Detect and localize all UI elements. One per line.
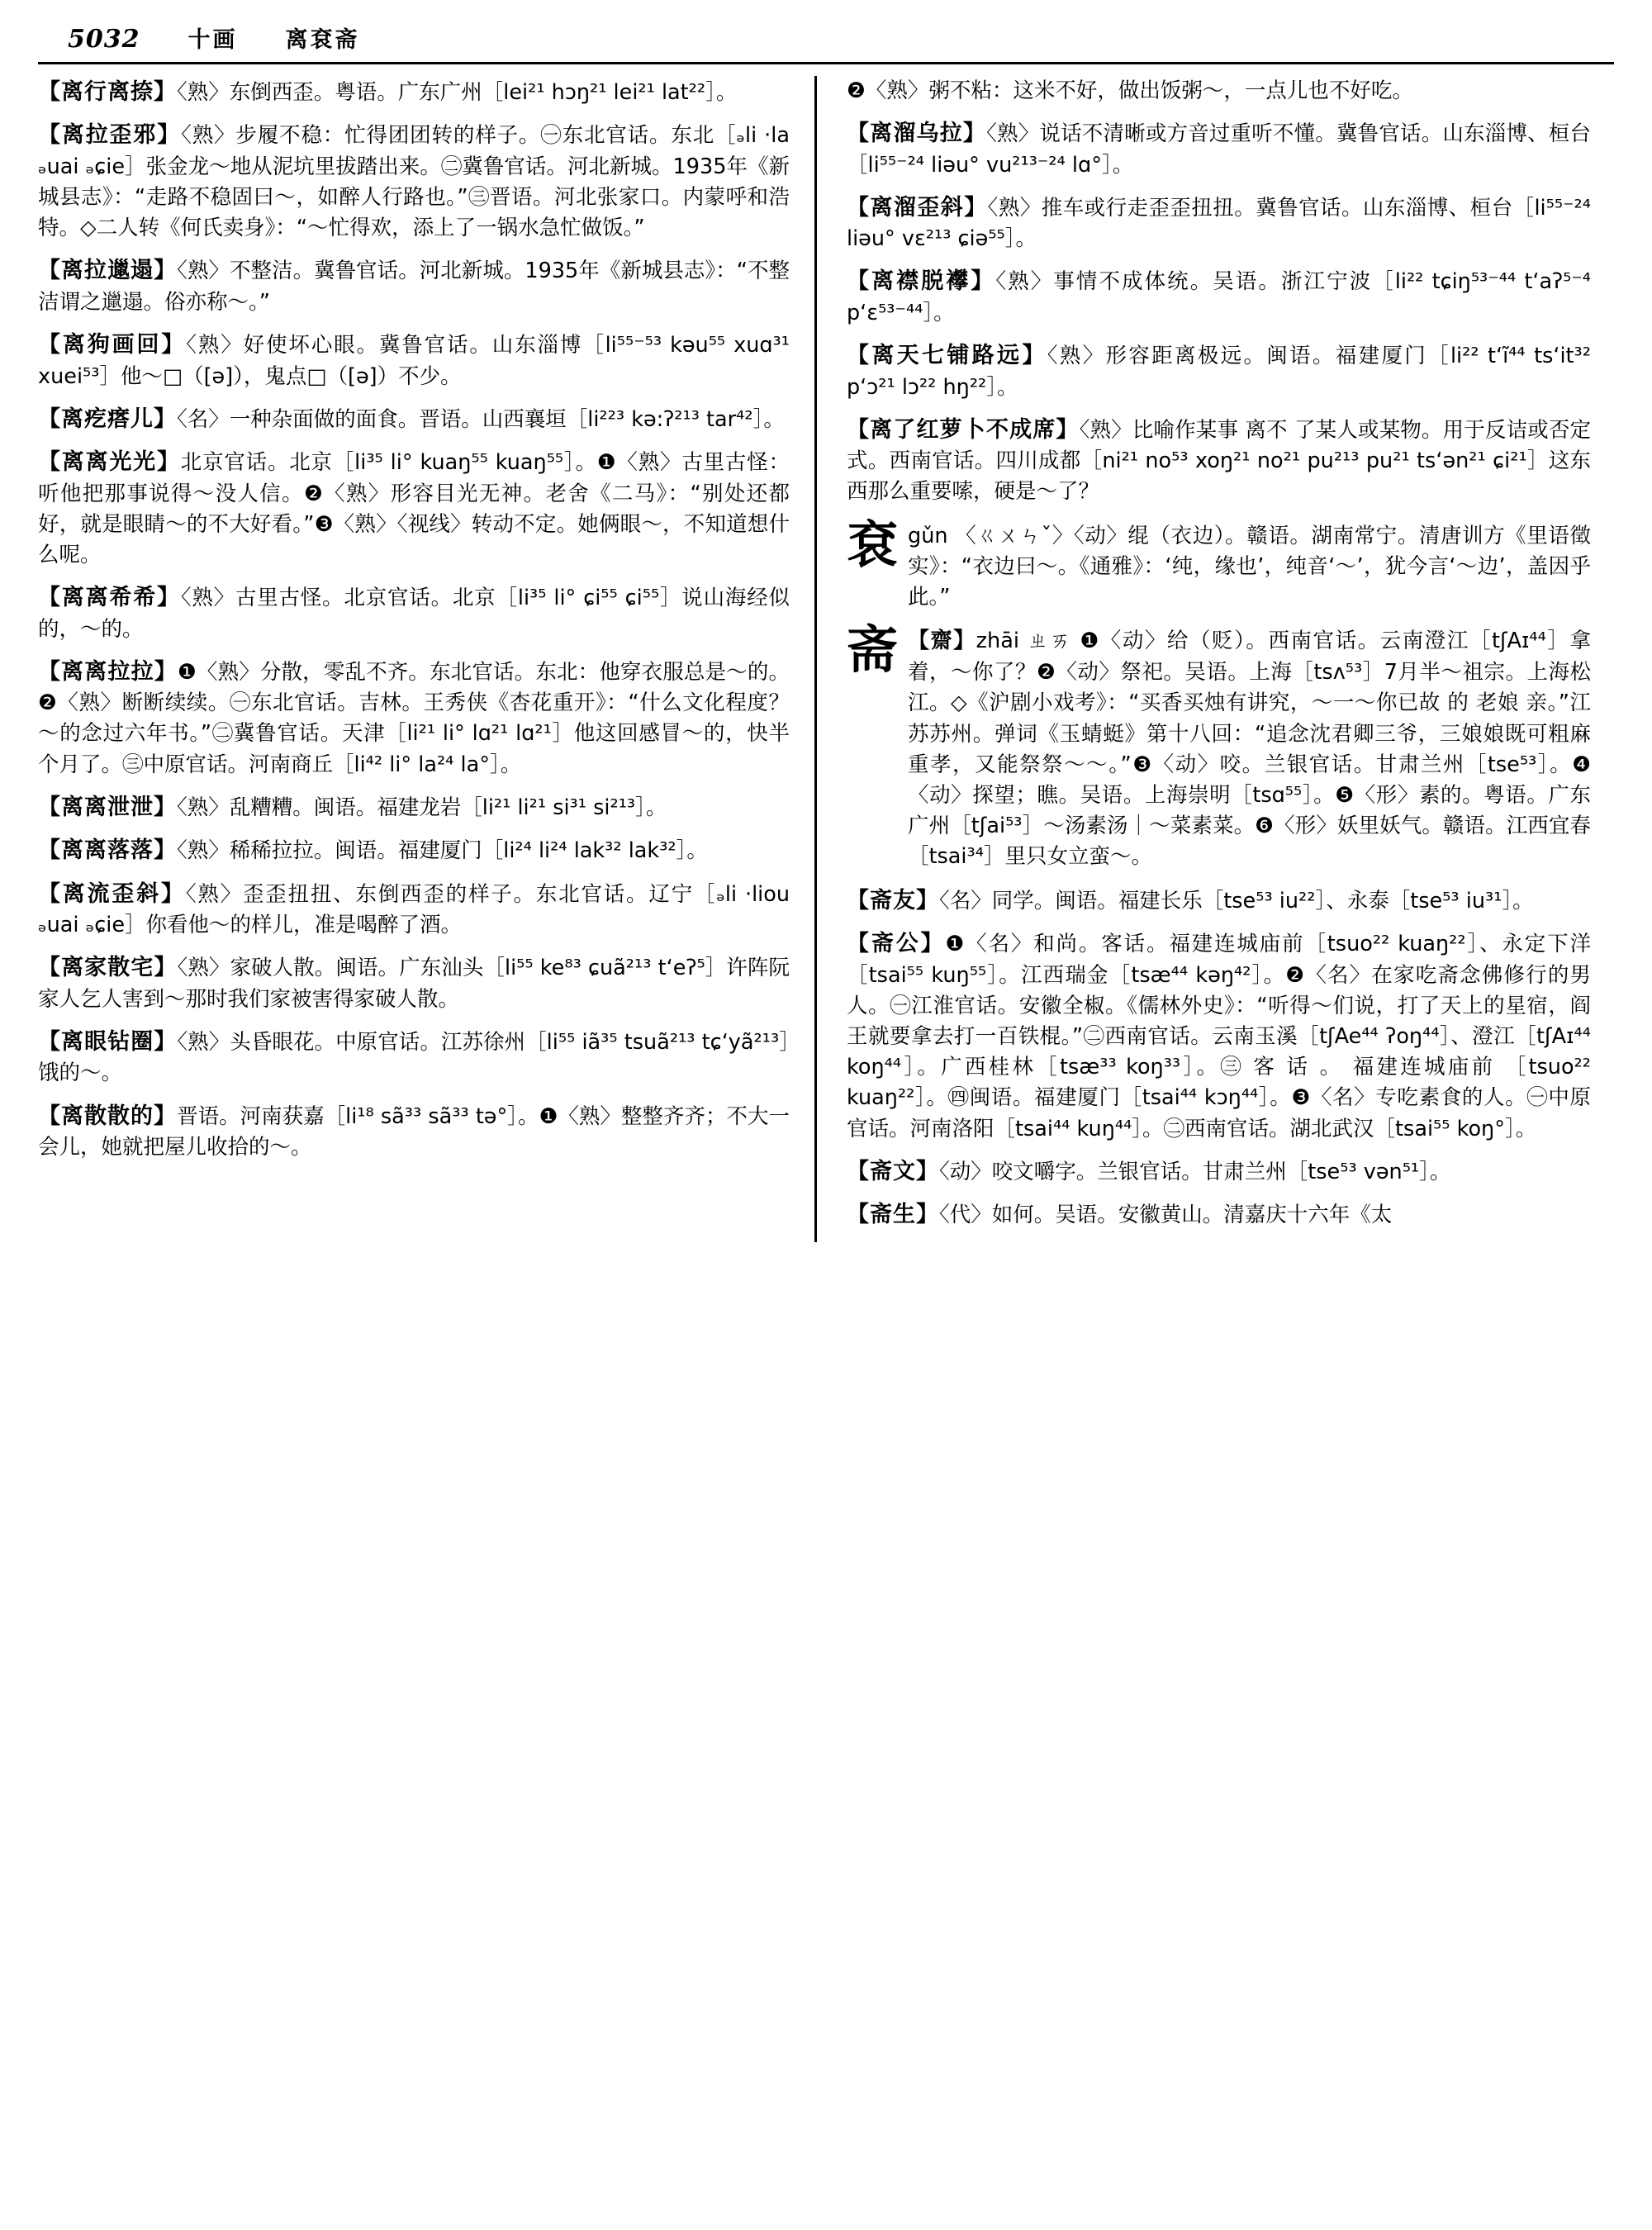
entry-body: 〈熟〉头昏眼花。中原官话。江苏徐州［li⁵⁵ iã³⁵ tsuã²¹³ tɕ‘yã²¹³］饿的～。 (38, 1029, 790, 1086)
head-character: 袞 (847, 514, 899, 575)
entry-body: 〈熟〉步履不稳：忙得团团转的样子。㊀东北官话。东北［ₔli ·la ₔuai ₔɕie］张金龙～地从泥坑里拔踏出来。㊁冀鲁官话。河北新城。1935年《新城县志》：“走路不稳固曰～，如醉人行路也。”㊂晋语。河北张家口。内蒙呼和浩特。◇二人转《何氏卖身》：“～忙得欢，添上了一锅水急忙做饭。” (38, 123, 790, 241)
dictionary-entry (38, 254, 790, 318)
entry-body: 〈熟〉乱糟糟。闽语。福建龙岩［li²¹ li²¹ si³¹ si²¹³］。 (177, 795, 667, 820)
entry-headword: 【离拉邋遢】 (38, 258, 178, 284)
columns-container (38, 76, 1614, 1242)
entry-headword: 【离流歪斜】 (38, 880, 186, 907)
dictionary-entry (847, 928, 1591, 1145)
entry-headword: 【离拉歪邪】 (38, 122, 182, 149)
dictionary-entry (38, 1100, 790, 1164)
entry-headword: 【离离拉拉】 (38, 658, 178, 685)
entry-body: 〈熟〉事情不成体统。吴语。浙江宁波［li²² tɕiŋ⁵³⁻⁴⁴ t‘aʔ⁵⁻⁴ p‘ɛ⁵³⁻⁴⁴］。 (847, 269, 1592, 325)
page-number: 5032 (68, 25, 140, 54)
dictionary-entry (847, 339, 1591, 403)
entry-headword: 【离行离捺】 (38, 79, 177, 105)
entry-body: 〈熟〉好使坏心眼。冀鲁官话。山东淄博［li⁵⁵⁻⁵³ kəu⁵⁵ xuɑ³¹ xuei⁵³］他～□（[ə]），鬼点□（[ə]）不少。 (38, 333, 790, 389)
entry-body: 〈熟〉形容距离极远。闽语。福建厦门［li²² t‘ĩ⁴⁴ ts‘it³² p‘ɔ²¹ lɔ²² hŋ²²］。 (847, 344, 1592, 400)
entry-headword: 【离了红萝卜不成席】 (847, 416, 1080, 443)
dictionary-entry (847, 117, 1591, 181)
dictionary-entry (38, 446, 790, 571)
header-rule (38, 62, 1614, 64)
entry-body: 〈名〉同学。闽语。福建长乐［tse⁵³ iu²²］、永泰［tse⁵³ iu³¹］。 (939, 888, 1534, 913)
guide-words: 离袞斋 (285, 27, 360, 53)
entry-body: 〈熟〉比喻作某事 离不 了某人或某物。用于反诘或否定式。西南官话。四川成都［ni²¹ no⁵³ xoŋ²¹ no²¹ pu²¹³ pu²¹ ts‘ən²¹ ɕi²¹］这东西那么重要嗦，硬是～了？ (847, 417, 1592, 505)
variant-form: 【齋】 (908, 629, 976, 654)
entry-headword: 【离眼钻圈】 (38, 1028, 178, 1055)
dictionary-entry (38, 1026, 790, 1089)
entry-headword: 【斋友】 (847, 887, 939, 913)
stroke-count-label: 十画 (188, 27, 238, 53)
entry-headword: 【离天七铺路远】 (847, 343, 1047, 369)
character-entry-zhai (847, 619, 1591, 872)
entry-body: ❶〈名〉和尚。客话。福建连城庙前［tsuo²² kuaŋ²²］、永定下洋［tsai⁵⁵ kuŋ⁵⁵］。江西瑞金［tsæ⁴⁴ kəŋ⁴²］。❷〈名〉在家吃斋念佛修行的男人。㊀江淮官话。安徽全椒。《儒林外史》：“听得～们说，打了天上的星宿，阎王就要拿去打一百铁棍。”㊁西南官话。云南玉溪［tʃAe⁴⁴ ʔoŋ⁴⁴］、澄江［tʃAɪ⁴⁴ koŋ⁴⁴］。广西桂林［tsæ³³ koŋ³³］。㊂ 客 话 。 福建连城庙前 ［tsuo²² kuaŋ²²］。㊃闽语。福建厦门［tsai⁴⁴ kɔŋ⁴⁴］。❸〈名〉专吃素食的人。㊀中原官话。河南洛阳［tsai⁴⁴ kuŋ⁴⁴］。㊁西南官话。湖北武汉［tsai⁵⁵ koŋ°］。 (847, 932, 1591, 1141)
character-entry-body: gǔn 〈ㄍㄨㄣˇ〉〈动〉绲（衣边）。赣语。湖南常宁。清唐训方《里语徵实》：“衣边曰～。《通雅》：‘纯，缘也’，纯音‘～’，犹今言‘～边’，盖因乎此。” (908, 523, 1591, 610)
entry-headword: 【离襟脱襻】 (847, 268, 996, 295)
entry-body: 〈熟〉古里古怪。北京官话。北京［li³⁵ li° ɕi⁵⁵ ɕi⁵⁵］说山海经似的，～的。 (38, 586, 790, 642)
character-entry-text: zhāi ㄓㄞ ❶〈动〉给（贬）。西南官话。云南澄江［tʃAɪ⁴⁴］拿着，～你了？❷〈动〉祭祀。吴语。上海［tsʌ⁵³］7月半～祖宗。上海松江。◇《沪剧小戏考》：“买香买烛有讲究，～一～你已故 的 老娘 亲。”江苏苏州。弹词《玉蜻蜓》第十八回：“追念沈君卿三爷，三娘娘既可粗麻重孝，又能祭祭～～。”❸〈动〉咬。兰银官话。甘肃兰州［tse⁵³］。❹〈动〉探望；瞧。吴语。上海崇明［tsɑ⁵⁵］。❺〈形〉素的。粤语。广东广州［tʃai⁵³］～汤素汤｜～菜素菜。❻〈形〉妖里妖气。赣语。江西宜春［tsai³⁴］里只女立蛮～。 (908, 629, 1591, 870)
dictionary-entry (38, 791, 790, 823)
entry-body: 〈动〉咬文嚼字。兰银官话。甘肃兰州［tse⁵³ vən⁵¹］。 (939, 1159, 1451, 1184)
dictionary-entry (38, 76, 790, 108)
entry-headword: 【离离希希】 (38, 585, 181, 611)
entry-headword: 【斋文】 (847, 1158, 939, 1184)
dictionary-entry (847, 1155, 1591, 1188)
character-entry-body (908, 626, 1591, 872)
dictionary-entry (38, 878, 790, 942)
entry-body: 〈熟〉说话不清晰或方音过重听不懂。冀鲁官话。山东淄博、桓台［li⁵⁵⁻²⁴ liəu° vu²¹³⁻²⁴ lɑ°］。 (847, 121, 1591, 178)
entry-body: 〈熟〉歪歪扭扭、东倒西歪的样子。东北官话。辽宁［ₔli ·liou ₔuai ₔɕie］你看他～的样儿，准是喝醉了酒。 (38, 881, 790, 938)
entry-body: 〈熟〉稀稀拉拉。闽语。福建厦门［li²⁴ li²⁴ lak³² lak³²］。 (177, 838, 708, 864)
character-entry-gun (847, 514, 1591, 614)
entry-body: 〈熟〉东倒西歪。粤语。广东广州［lei²¹ hɔŋ²¹ lei²¹ lat²²］。 (177, 80, 738, 105)
entry-headword: 【离离光光】 (38, 449, 181, 476)
right-column (814, 76, 1591, 1242)
dictionary-entry-continuation (847, 76, 1591, 107)
dictionary-entry (38, 581, 790, 645)
dictionary-entry (38, 119, 790, 244)
dictionary-entry (38, 951, 790, 1015)
dictionary-entry (38, 656, 790, 780)
dictionary-entry (847, 1198, 1591, 1231)
entry-body: ❶〈熟〉分散，零乱不齐。东北官话。东北：他穿衣服总是～的。❷〈熟〉断断续续。㊀东北官话。吉林。王秀侠《杏花重开》：“什么文化程度？～的念过六年书。”㊁冀鲁官话。天津［li²¹ li° lɑ²¹ lɑ²¹］他这回感冒～的，快半个月了。㊂中原官话。河南商丘［li⁴² li° la²⁴ la°］。 (38, 659, 790, 777)
dictionary-entry (38, 834, 790, 866)
dictionary-entry (847, 885, 1591, 917)
entry-body: 〈熟〉家破人散。闽语。广东汕头［li⁵⁵ ke⁸³ ɕuã²¹³ t‘eʔ⁵］许阵阮家人乞人害到～那时我们家被害得家破人散。 (38, 956, 790, 1012)
head-character: 斋 (847, 619, 899, 681)
dictionary-entry (38, 329, 790, 392)
entry-body: 晋语。河南获嘉［li¹⁸ sã³³ sã³³ tə°］。❶〈熟〉整整齐齐；不大一会儿，她就把屋儿收拾的～。 (38, 1103, 790, 1160)
entry-body: 〈名〉一种杂面做的面食。晋语。山西襄垣［li²²³ kə:ʔ²¹³ tar⁴²］。 (177, 406, 785, 432)
entry-body: ❷〈熟〉粥不粘：这米不好，做出饭粥～，一点儿也不好吃。 (847, 78, 1413, 103)
dictionary-entry (38, 403, 790, 435)
entry-headword: 【离溜乌拉】 (847, 121, 987, 147)
entry-headword: 【离散散的】 (38, 1103, 178, 1129)
entry-headword: 【离离落落】 (38, 837, 177, 864)
entry-body: 〈代〉如何。吴语。安徽黄山。清嘉庆十六年《太 (939, 1203, 1393, 1228)
dictionary-entry (847, 414, 1591, 508)
entry-headword: 【离溜歪斜】 (847, 194, 988, 221)
entry-headword: 【离离泄泄】 (38, 794, 177, 820)
dictionary-entry (847, 192, 1591, 255)
entry-body: 〈熟〉推车或行走歪歪扭扭。冀鲁官话。山东淄博、桓台［li⁵⁵⁻²⁴ liəu° vɛ²¹³ ɕiə⁵⁵］。 (847, 195, 1591, 252)
entry-headword: 【斋公】 (847, 931, 946, 957)
entry-headword: 【离疙瘩儿】 (38, 406, 177, 432)
entry-body: 北京官话。北京［li³⁵ li° kuaŋ⁵⁵ kuaŋ⁵⁵］。❶〈熟〉古里古怪：听他把那事说得～没人信。❷〈熟〉形容目光无神。老舍《二马》：“别处还都好，就是眼睛～的不大好看。”❸〈熟〉〈视线〉转动不定。她俩眼～，不知道想什么呢。 (38, 450, 790, 567)
dictionary-entry (847, 265, 1591, 329)
page-header (38, 21, 1614, 57)
entry-headword: 【离家散宅】 (38, 955, 178, 981)
left-column (38, 76, 814, 1242)
entry-headword: 【离狗画回】 (38, 332, 187, 358)
entry-body: 〈熟〉不整洁。冀鲁官话。河北新城。1935年《新城县志》：“不整洁谓之邋遢。俗亦称～。” (38, 259, 790, 315)
entry-headword: 【斋生】 (847, 1202, 939, 1228)
